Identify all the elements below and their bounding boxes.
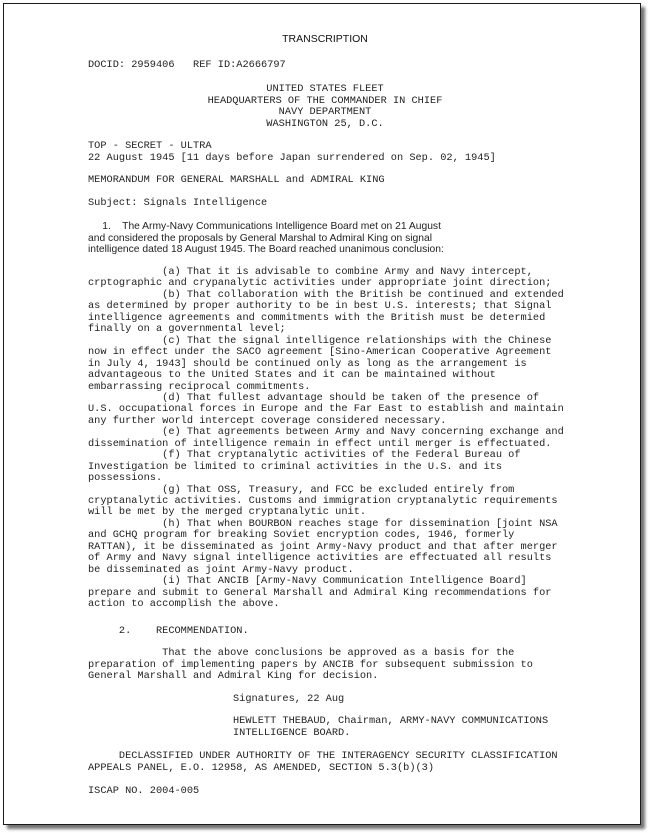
declassification-line: APPEALS PANEL, E.O. 12958, AS AMENDED, SECTION 5.3(b)(3) [88,761,435,774]
signer-line: HEWLETT THEBAUD, Chairman, ARMY-NAVY COMMUNICATIONS [233,715,549,727]
paragraph-line: That the above conclusions be approved as a basis for the [88,647,515,659]
conclusion-line: (h) That when BOURBON reaches stage for dissemination [joint NSA [88,517,558,530]
letterhead-line: WASHINGTON 25, D.C. [266,117,384,130]
conclusion-line: (g) That OSS, Treasury, and FCC be excluded entirely from [88,483,515,496]
letterhead-line: UNITED STATES FLEET [266,83,384,95]
paragraph-line: 1. The Army-Navy Communications Intelligence Board met on 21 August [88,221,441,232]
conclusion-line: RATTAN), it be disseminated as joint Army-Navy product and that after merger [88,540,558,553]
conclusion-line: (c) That the signal intelligence relationships with the Chinese [88,334,552,347]
signatures-line: Signatures, 22 Aug [233,693,345,705]
conclusion-line: prepare and submit to General Marshall and Admiral King recommendations for [88,586,552,599]
subject-line: Subject: Signals Intelligence [88,197,268,209]
conclusion-line: (i) That ANCIB [Army-Navy Communication Intelligence Board] [88,575,527,588]
conclusion-line: (f) That cryptanalytic activities of the Federal Bureau of [88,449,521,462]
paragraph-2-heading: 2. RECOMMENDATION. [88,625,249,637]
conclusion-line: of Army and Navy signal intelligence activities are effectuated all results [88,552,552,565]
conclusion-line: as determined by proper authority to be in best U.S. interests; that Signal [88,300,552,313]
signer-line: INTELLIGENCE BOARD. [233,726,351,739]
iscap-number: ISCAP NO. 2004-005 [88,785,200,797]
memo-addressee: MEMORANDUM FOR GENERAL MARSHALL and ADMIRAL KING [88,174,385,186]
conclusion-line: Investigation be limited to criminal activities in the U.S. and its [88,460,503,473]
date-line: 22 August 1945 [11 days before Japan surrendered on Sep. 02, 1945] [88,151,496,164]
docid-line: DOCID: 2959406 REF ID:A2666797 [88,59,286,71]
letterhead-line: NAVY DEPARTMENT [278,106,372,118]
conclusion-line: (e) That agreements between Army and Navy concerning exchange and [88,426,564,439]
conclusion-line: will be met by the merged cryptanalytic unit. [88,506,367,519]
conclusion-line: finally on a governmental level; [88,323,286,336]
conclusion-line: embarrassing reciprocal commitments. [88,380,311,393]
declassification-line: DECLASSIFIED UNDER AUTHORITY OF THE INTERAGENCY SECURITY CLASSIFICATION [88,750,558,762]
conclusion-line: any further world intercept coverage considered necessary. [88,414,447,427]
conclusion-line: crptographic and crypanalytic activities under appropriate joint direction; [88,277,552,290]
conclusion-line: intelligence agreements and commitments with the British must be determied [88,311,546,324]
conclusion-line: (b) That collaboration with the British be continued and extended [88,288,564,301]
classification: TOP - SECRET - ULTRA [88,140,212,152]
paragraph-line: General Marshall and Admiral King for decision. [88,670,379,682]
conclusion-line: be disseminated as joint Army-Navy product. [88,563,354,576]
letterhead-line: HEADQUARTERS OF THE COMMANDER IN CHIEF [207,94,443,107]
paragraph-line: intelligence dated 18 August 1945. The Board reached unanimous conclusion: [88,244,444,255]
conclusion-line: in July 4, 1943] should be continued only as long as the arrangement is [88,357,527,370]
conclusion-line: U.S. occupational forces in Europe and the Far East to establish and maintain [88,403,564,416]
conclusion-line: possessions. [88,472,163,485]
page-title: TRANSCRIPTION [282,33,368,45]
conclusion-line: advantageous to the United States and it can be maintained without [88,369,496,382]
conclusion-line: and GCHQ program for breaking Soviet encryption codes, 1946, formerly [88,529,515,542]
conclusion-line: cryptanalytic activities. Customs and immigration cryptanalytic requirements [88,495,558,507]
conclusion-line: (a) That it is advisable to combine Army and Navy intercept, [88,266,533,278]
conclusion-line: (d) That fullest advantage should be taken of the presence of [88,391,540,404]
conclusion-line: action to accomplish the above. [88,598,280,610]
paragraph-line: and considered the proposals by General Marshal to Admiral King on signal [88,232,433,244]
conclusion-line: now in effect under the SACO agreement [Sino-American Cooperative Agreement [88,346,552,359]
paragraph-line: preparation of implementing papers by ANCIB for subsequent submission to [88,658,533,671]
conclusion-line: dissemination of intelligence remain in effect until merger is effectuated. [88,437,552,450]
